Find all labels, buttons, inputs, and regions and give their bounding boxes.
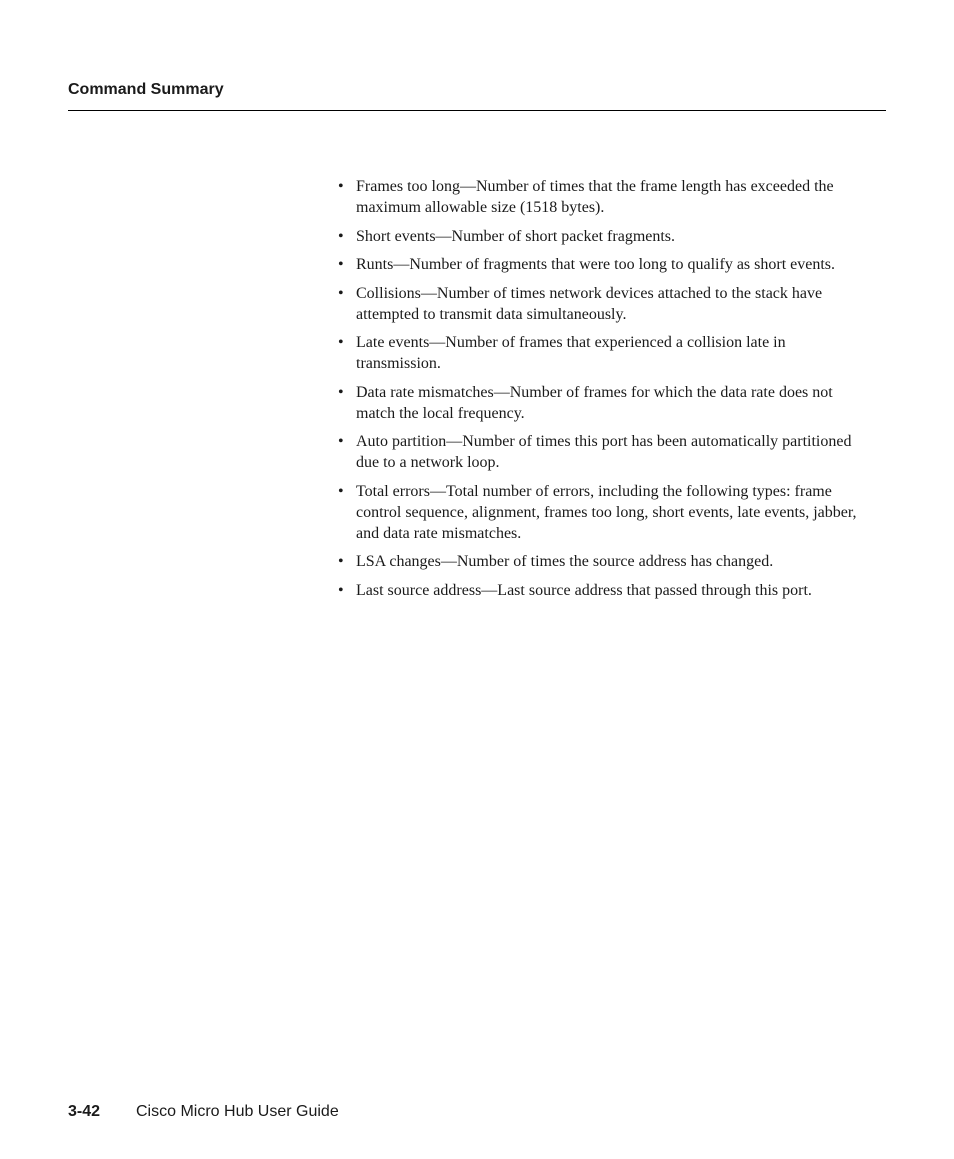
bullet-icon: • bbox=[338, 383, 344, 401]
list-item-text: Last source address—Last source address that passed through this port. bbox=[356, 581, 812, 599]
counter-definitions-list bbox=[338, 176, 870, 608]
bullet-icon: • bbox=[338, 178, 344, 195]
list-item bbox=[338, 332, 870, 374]
list-item-text: LSA changes—Number of times the source address has changed. bbox=[356, 553, 774, 570]
book-title: Cisco Micro Hub User Guide bbox=[136, 1103, 339, 1120]
bullet-icon: • bbox=[338, 284, 344, 302]
list-item-text: Runts—Number of fragments that were too long to qualify as short events. bbox=[356, 256, 836, 273]
running-header: Command Summary bbox=[68, 81, 224, 98]
list-item-text: Short events—Number of short packet fragments. bbox=[356, 227, 676, 245]
bullet-icon: • bbox=[338, 433, 344, 450]
bullet-icon: • bbox=[338, 553, 344, 570]
list-item-text: Data rate mismatches—Number of frames for which the data rate does not match the local frequency. bbox=[356, 383, 833, 422]
bullet-icon: • bbox=[338, 482, 344, 500]
list-item-text: Collisions—Number of times network devices attached to the stack have attempted to transmit data simultaneously. bbox=[356, 284, 823, 323]
list-item bbox=[338, 580, 870, 601]
header-rule bbox=[68, 110, 886, 111]
bullet-icon: • bbox=[338, 256, 344, 273]
list-item bbox=[338, 254, 870, 275]
list-item bbox=[338, 551, 870, 572]
bullet-icon: • bbox=[338, 334, 344, 351]
list-item bbox=[338, 283, 870, 325]
list-item bbox=[338, 176, 870, 218]
list-item bbox=[338, 431, 870, 473]
page-number: 3-42 bbox=[68, 1103, 101, 1120]
bullet-icon: • bbox=[338, 581, 344, 599]
list-item bbox=[338, 226, 870, 247]
list-item-text: Late events—Number of frames that experienced a collision late in transmission. bbox=[356, 334, 786, 372]
bullet-icon: • bbox=[338, 227, 344, 245]
list-item bbox=[338, 481, 870, 544]
list-item bbox=[338, 382, 870, 424]
list-item-text: Auto partition—Number of times this port has been automatically partitioned due to a network loop. bbox=[356, 433, 852, 471]
list-item-text: Total errors—Total number of errors, including the following types: frame control sequence, alignment, frames too long, short events, late events, jabber, and data rate mismatches. bbox=[356, 482, 857, 542]
page-footer bbox=[68, 1102, 339, 1122]
list-item-text: Frames too long—Number of times that the frame length has exceeded the maximum allowable size (1518 bytes). bbox=[356, 178, 834, 216]
